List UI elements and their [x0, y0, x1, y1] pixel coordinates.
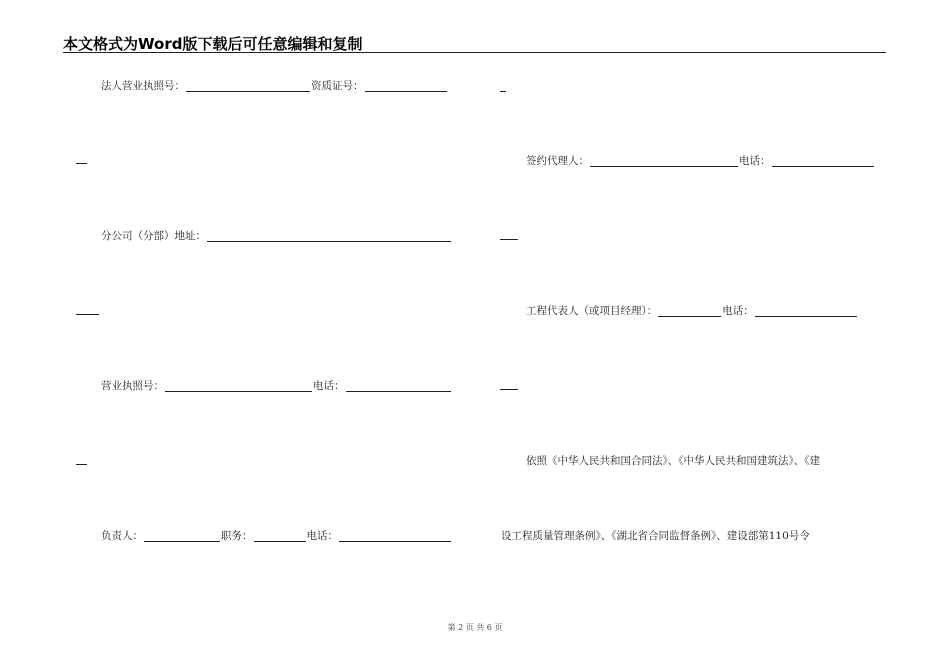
- branch-address-label: 分公司（分部）地址：: [101, 230, 206, 242]
- manager-blank: [144, 530, 220, 542]
- business-license-row: [101, 80, 448, 92]
- manager-label: 负责人：: [101, 530, 143, 542]
- document-header-title: 本文格式为Word版下载后可任意编辑和复制: [63, 35, 363, 53]
- phone-label: 电话：: [313, 380, 345, 392]
- project-rep-label: 工程代表人（或项目经理）：: [526, 305, 658, 317]
- phone-blank: [772, 155, 874, 167]
- business-license-label: 法人营业执照号：: [101, 80, 185, 92]
- qualification-no-label: 资质证号：: [311, 80, 364, 92]
- position-label: 职务：: [221, 530, 253, 542]
- branch-address-row: [101, 230, 452, 242]
- signing-agent-blank: [590, 155, 738, 167]
- continuation-blank: [76, 163, 87, 164]
- continuation-blank: [500, 239, 518, 240]
- business-license-blank: [186, 80, 310, 92]
- continuation-blank: [76, 314, 99, 315]
- phone-blank: [755, 305, 857, 317]
- continuation-blank: [76, 464, 87, 465]
- phone-label: 电话：: [306, 530, 338, 542]
- contract-basis-line-2: 设工程质量管理条例》、《湖北省合同监督条例》、建设部第110号令: [501, 530, 810, 542]
- branch-address-blank: [207, 230, 451, 242]
- continuation-blank: [500, 91, 506, 92]
- phone-blank: [339, 530, 451, 542]
- contract-basis-line-1: 依照《中华人民共和国合同法》、《中华人民共和国建筑法》、《建: [526, 455, 820, 467]
- phone-blank: [346, 380, 451, 392]
- phone-label: 电话：: [739, 155, 771, 167]
- manager-row: [101, 530, 452, 542]
- continuation-blank: [500, 389, 518, 390]
- project-rep-row: [526, 305, 858, 317]
- signing-agent-row: [526, 155, 875, 167]
- license-phone-row: [101, 380, 452, 392]
- qualification-no-blank: [365, 80, 447, 92]
- project-rep-blank: [658, 305, 721, 317]
- license-no-label: 营业执照号：: [101, 380, 164, 392]
- phone-label: 电话：: [722, 305, 754, 317]
- signing-agent-label: 签约代理人：: [526, 155, 589, 167]
- position-blank: [254, 530, 306, 542]
- license-no-blank: [165, 380, 312, 392]
- page-number: 第 2 页 共 6 页: [447, 623, 503, 632]
- header-divider: [63, 52, 886, 53]
